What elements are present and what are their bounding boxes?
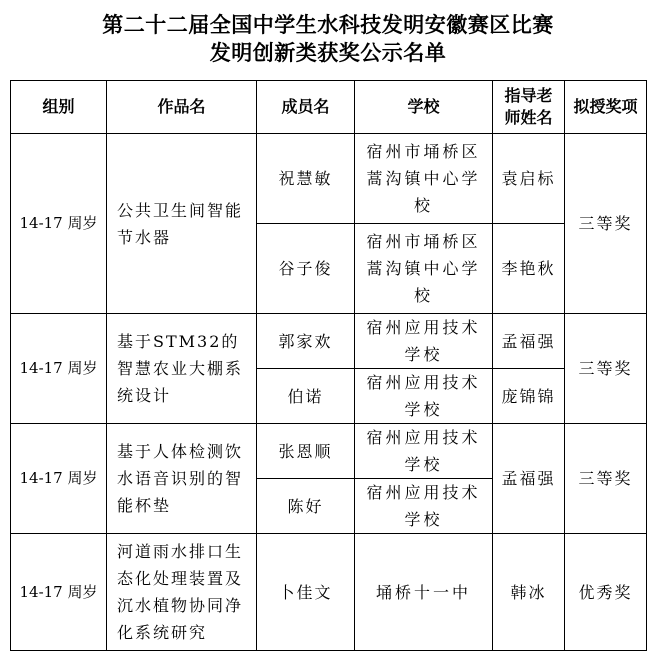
- school-cell: 宿州应用技术学校: [355, 369, 493, 424]
- teacher-cell: 孟福强: [493, 314, 565, 369]
- document-title-line1: 第二十二届全国中学生水科技发明安徽赛区比赛: [102, 13, 554, 37]
- award-cell: 三等奖: [565, 424, 647, 534]
- table-row: [11, 314, 647, 369]
- table-row: [11, 424, 647, 479]
- group-cell: 14-17 周岁: [11, 134, 107, 314]
- award-cell: 优秀奖: [565, 534, 647, 651]
- member-cell: 张恩顺: [257, 424, 355, 479]
- award-cell: 三等奖: [565, 134, 647, 314]
- table-row: [11, 134, 647, 224]
- member-cell: 祝慧敏: [257, 134, 355, 224]
- school-cell: 宿州应用技术学校: [355, 314, 493, 369]
- header-member: 成员名: [257, 81, 355, 134]
- school-cell: 埇桥十一中: [355, 534, 493, 651]
- teacher-cell: 袁启标: [493, 134, 565, 224]
- teacher-cell: 李艳秋: [493, 224, 565, 314]
- teacher-cell: 庞锦锦: [493, 369, 565, 424]
- award-table: [10, 80, 647, 651]
- school-cell: 宿州应用技术学校: [355, 424, 493, 479]
- document-title-line2: 发明创新类获奖公示名单: [209, 41, 447, 65]
- member-cell: 伯诺: [257, 369, 355, 424]
- group-cell: 14-17 周岁: [11, 534, 107, 651]
- member-cell: 谷子俊: [257, 224, 355, 314]
- school-cell: 宿州市埇桥区蒿沟镇中心学校: [355, 224, 493, 314]
- group-cell: 14-17 周岁: [11, 314, 107, 424]
- work-cell: 河道雨水排口生态化处理装置及沉水植物协同净化系统研究: [107, 534, 257, 651]
- school-cell: 宿州应用技术学校: [355, 479, 493, 534]
- school-cell: 宿州市埇桥区蒿沟镇中心学校: [355, 134, 493, 224]
- header-group: 组别: [11, 81, 107, 134]
- member-cell: 郭家欢: [257, 314, 355, 369]
- header-school: 学校: [355, 81, 493, 134]
- award-cell: 三等奖: [565, 314, 647, 424]
- member-cell: 卜佳文: [257, 534, 355, 651]
- table-row: [11, 534, 647, 651]
- work-cell: 基于STM32的智慧农业大棚系统设计: [107, 314, 257, 424]
- header-teacher: 指导老师姓名: [493, 81, 565, 134]
- teacher-cell: 韩冰: [493, 534, 565, 651]
- work-cell: 公共卫生间智能节水器: [107, 134, 257, 314]
- teacher-cell: 孟福强: [493, 424, 565, 534]
- group-cell: 14-17 周岁: [11, 424, 107, 534]
- member-cell: 陈好: [257, 479, 355, 534]
- work-cell: 基于人体检测饮水语音识别的智能杯垫: [107, 424, 257, 534]
- header-work: 作品名: [107, 81, 257, 134]
- header-award: 拟授奖项: [565, 81, 647, 134]
- table-header-row: [11, 81, 647, 134]
